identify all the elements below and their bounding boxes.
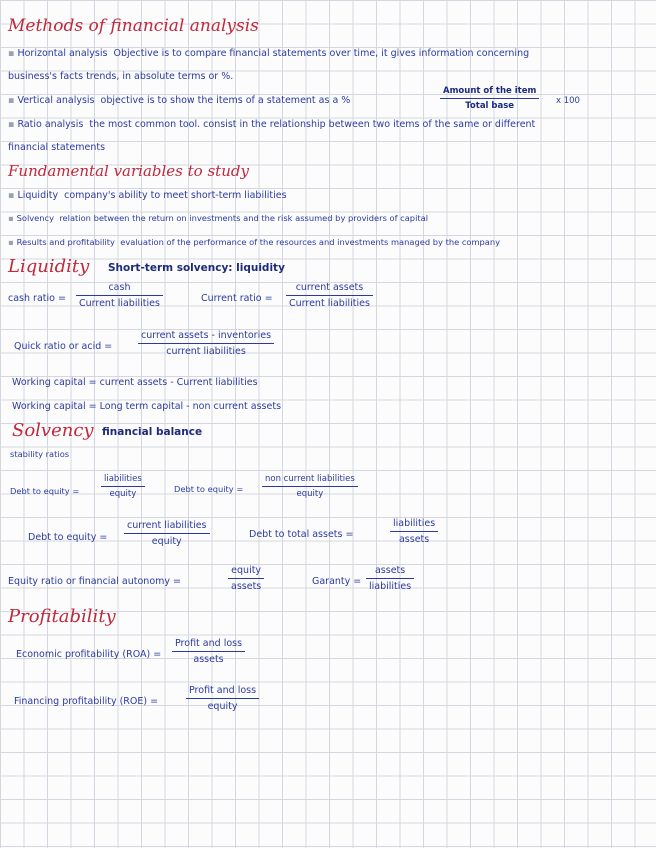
working-capital-2: Working capital = Long term capital - non current assets: [12, 401, 282, 412]
equity-ratio-fraction: [228, 565, 264, 592]
fundamental-item-solvency: [8, 213, 428, 223]
denominator: assets: [398, 534, 430, 545]
bullet-icon: ▪: [8, 213, 14, 223]
roe-fraction: [186, 685, 259, 712]
debt-to-equity-fraction-1: [101, 474, 145, 499]
item-text: company's ability to meet short-term liabilities: [64, 190, 287, 201]
numerator: liabilities: [393, 518, 436, 529]
numerator: equity: [231, 565, 262, 576]
solvency-subtitle: financial balance: [102, 426, 203, 438]
denominator: equity: [151, 536, 182, 547]
item-label: Results and profitability: [16, 237, 115, 247]
ratio-label: Ratio analysis: [17, 119, 84, 130]
debt-to-total-assets-label: Debt to total assets =: [249, 529, 354, 540]
bullet-icon: ▪: [8, 237, 14, 247]
fundamental-title: Fundamental variables to study: [8, 162, 249, 180]
roe-label: Financing profitability (ROE) =: [14, 696, 159, 707]
vertical-analysis-line: [8, 95, 350, 106]
debt-to-total-assets-fraction: [390, 518, 438, 545]
ratio-text: the most common tool. consist in the relationship between two items of the same or different: [89, 119, 536, 130]
garanty-fraction: [366, 565, 414, 592]
denominator: liabilities: [369, 581, 412, 592]
methods-title: Methods of financial analysis: [8, 16, 259, 36]
denominator: equity: [296, 489, 324, 499]
cash-ratio-label: cash ratio =: [8, 293, 66, 304]
numerator: Profit and loss: [189, 685, 257, 696]
working-capital-1: Working capital = current assets - Current liabilities: [12, 377, 258, 388]
bullet-icon: ▪: [8, 95, 15, 106]
ratio-text-2: financial statements: [8, 142, 106, 153]
bullet-icon: ▪: [8, 119, 15, 130]
item-text: evaluation of the performance of the resources and investments managed by the company: [120, 237, 501, 247]
item-label: Liquidity: [17, 190, 59, 201]
numerator: current assets: [295, 282, 364, 293]
equity-ratio-label: Equity ratio or financial autonomy =: [8, 576, 181, 587]
debt-to-equity-fraction-3: [124, 520, 210, 547]
garanty-label: Garanty =: [312, 576, 362, 587]
bullet-icon: ▪: [8, 190, 15, 201]
denominator: Current liabilities: [79, 298, 160, 309]
vertical-numerator: Amount of the item: [443, 86, 537, 96]
quick-ratio-fraction: [138, 330, 274, 357]
debt-to-equity-fraction-2: [262, 474, 358, 499]
numerator: non current liabilities: [265, 474, 355, 484]
denominator: equity: [109, 489, 137, 499]
numerator: liabilities: [104, 474, 142, 484]
vertical-fraction: [440, 86, 539, 111]
numerator: cash: [108, 282, 131, 293]
vertical-denominator: Total base: [465, 101, 515, 111]
horizontal-analysis-line: [8, 48, 529, 59]
bullet-icon: ▪: [8, 48, 15, 59]
liquidity-title: Liquidity: [8, 256, 90, 277]
denominator: equity: [207, 701, 238, 712]
liquidity-subtitle: Short-term solvency: liquidity: [108, 262, 285, 274]
fundamental-item-liquidity: [8, 190, 287, 201]
numerator: current liabilities: [127, 520, 207, 531]
denominator: Current liabilities: [289, 298, 370, 309]
denominator: assets: [193, 654, 224, 665]
roa-fraction: [172, 638, 245, 665]
cash-ratio-fraction: [76, 282, 163, 309]
roa-label: Economic profitability (ROA) =: [16, 649, 162, 660]
quick-ratio-label: Quick ratio or acid =: [14, 341, 113, 352]
solvency-title: Solvency: [12, 420, 94, 441]
denominator: assets: [231, 581, 262, 592]
horizontal-text: Objective is to compare financial statements over time, it gives information concerning: [113, 48, 530, 59]
item-text: relation between the return on investments and the risk assumed by providers of capital: [59, 213, 429, 223]
numerator: current assets - inventories: [141, 330, 272, 341]
denominator: current liabilities: [166, 346, 246, 357]
debt-to-equity-label-1: Debt to equity =: [10, 486, 80, 496]
current-ratio-fraction: [286, 282, 373, 309]
horizontal-label: Horizontal analysis: [17, 48, 108, 59]
stability-ratios-label: stability ratios: [10, 449, 70, 459]
fundamental-item-results: [8, 237, 500, 247]
vertical-multiplier: x 100: [556, 96, 580, 106]
numerator: Profit and loss: [175, 638, 243, 649]
debt-to-equity-label-3: Debt to equity =: [28, 532, 108, 543]
debt-to-equity-label-2: Debt to equity =: [174, 484, 244, 494]
current-ratio-label: Current ratio =: [201, 293, 273, 304]
numerator: assets: [374, 565, 406, 576]
horizontal-text-2: business's facts trends, in absolute terms or %.: [8, 71, 234, 82]
item-label: Solvency: [16, 213, 55, 223]
vertical-label: Vertical analysis: [17, 95, 95, 106]
profitability-title: Profitability: [8, 606, 116, 627]
ratio-analysis-line: [8, 119, 535, 130]
vertical-text: objective is to show the items of a statement as a %: [100, 95, 351, 106]
